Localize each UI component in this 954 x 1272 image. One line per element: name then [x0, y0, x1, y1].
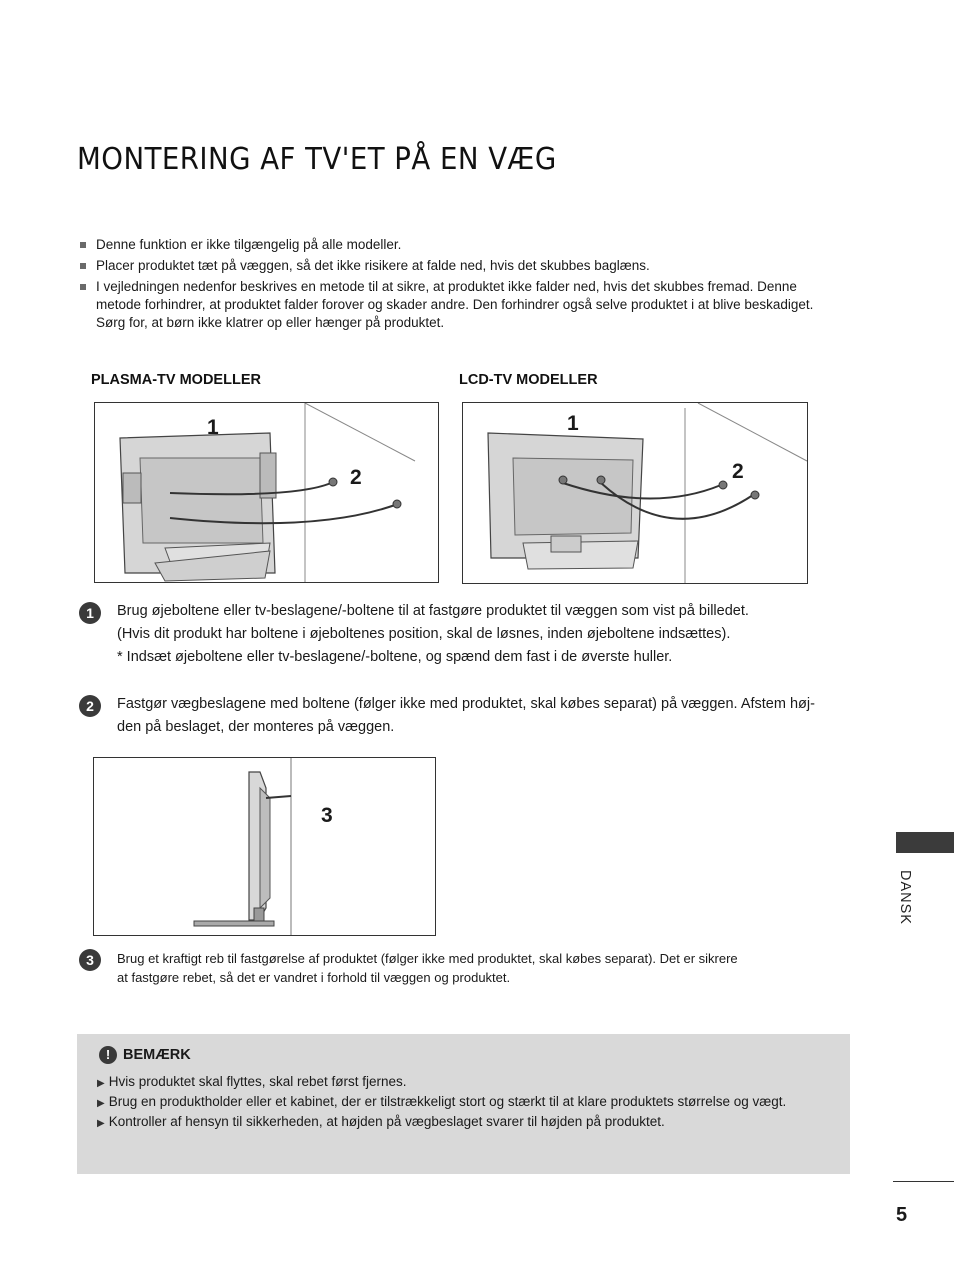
- note-list: [97, 1074, 786, 1134]
- step-1-text: Brug øjeboltene eller tv-beslagene/-boltene til at fastgøre produktet til væggen som vist på billedet. (Hvis dit produkt har boltene i øjeboltenes position, skal de løsnes, inden øjeboltene indsættes). * Indsæt øjeboltene eller tv-beslagene/-boltene, og spænd dem fast i de øverste huller.: [117, 603, 749, 665]
- callout-3: 3: [321, 804, 333, 827]
- triangle-right-icon: ▶: [97, 1098, 105, 1109]
- square-bullet-icon: [80, 242, 86, 248]
- note-item: ▶ Kontroller af hensyn til sikkerheden, at højden på vægbeslaget svarer til højden på produktet.: [97, 1114, 665, 1129]
- language-label: DANSK: [897, 870, 913, 925]
- intro-bullet: I vejledningen nedenfor beskrives en metode til at sikre, at produktet ikke falder ned, hvis det skubbes fremad. Denne metode forhindrer, at produktet falder forover og skader andre. Den forhindrer også selve produktet i at blive beskadiget. Sørg for, at børn ikke klatrer op eller hænger på produktet.: [80, 278, 820, 332]
- note-heading: ! BEMÆRK: [99, 1046, 191, 1064]
- callout-2: 2: [732, 460, 744, 483]
- intro-bullet: Denne funktion er ikke tilgængelig på alle modeller.: [80, 236, 820, 254]
- note-box: [77, 1034, 850, 1174]
- square-bullet-icon: [80, 284, 86, 290]
- footer-rule: [893, 1181, 954, 1182]
- plasma-models-label: PLASMA-TV MODELLER: [91, 372, 261, 388]
- step-2-text: Fastgør vægbeslagene med boltene (følger ikke med produktet, skal købes separat) på væggen. Afstem høj- den på beslaget, der monteres på væggen.: [117, 696, 815, 735]
- step-1-number: 1: [79, 602, 101, 624]
- callout-1: 1: [567, 412, 579, 435]
- triangle-right-icon: ▶: [97, 1118, 105, 1129]
- exclamation-icon: !: [99, 1046, 117, 1064]
- intro-bullet: Placer produktet tæt på væggen, så det ikke risikere at falde ned, hvis det skubbes baglæns.: [80, 257, 820, 275]
- page-title: MONTERING AF TV'ET PÅ EN VÆG: [77, 142, 557, 177]
- callout-2: 2: [350, 466, 362, 489]
- lcd-illustration: [462, 402, 808, 584]
- side-view-illustration: [93, 757, 436, 936]
- triangle-right-icon: ▶: [97, 1078, 105, 1089]
- note-item: ▶ Brug en produktholder eller et kabinet, der er tilstrækkeligt stort og stærkt til at klare produktets størrelse og vægt.: [97, 1094, 787, 1109]
- language-tab: [896, 832, 954, 853]
- lcd-models-label: LCD-TV MODELLER: [459, 372, 598, 388]
- square-bullet-icon: [80, 263, 86, 269]
- intro-bullet-list: [80, 236, 820, 335]
- step-2-number: 2: [79, 695, 101, 717]
- plasma-illustration: [94, 402, 439, 583]
- step-3-text: Brug et kraftigt reb til fastgørelse af produktet (følger ikke med produktet, skal købes separat). Det er sikrere at fastgøre rebet, så det er vandret i forhold til væggen og produktet.: [117, 951, 738, 985]
- note-item: ▶ Hvis produktet skal flyttes, skal rebet først fjernes.: [97, 1074, 407, 1089]
- callout-1: 1: [207, 416, 219, 439]
- page-number: 5: [896, 1204, 908, 1226]
- step-3-number: 3: [79, 949, 101, 971]
